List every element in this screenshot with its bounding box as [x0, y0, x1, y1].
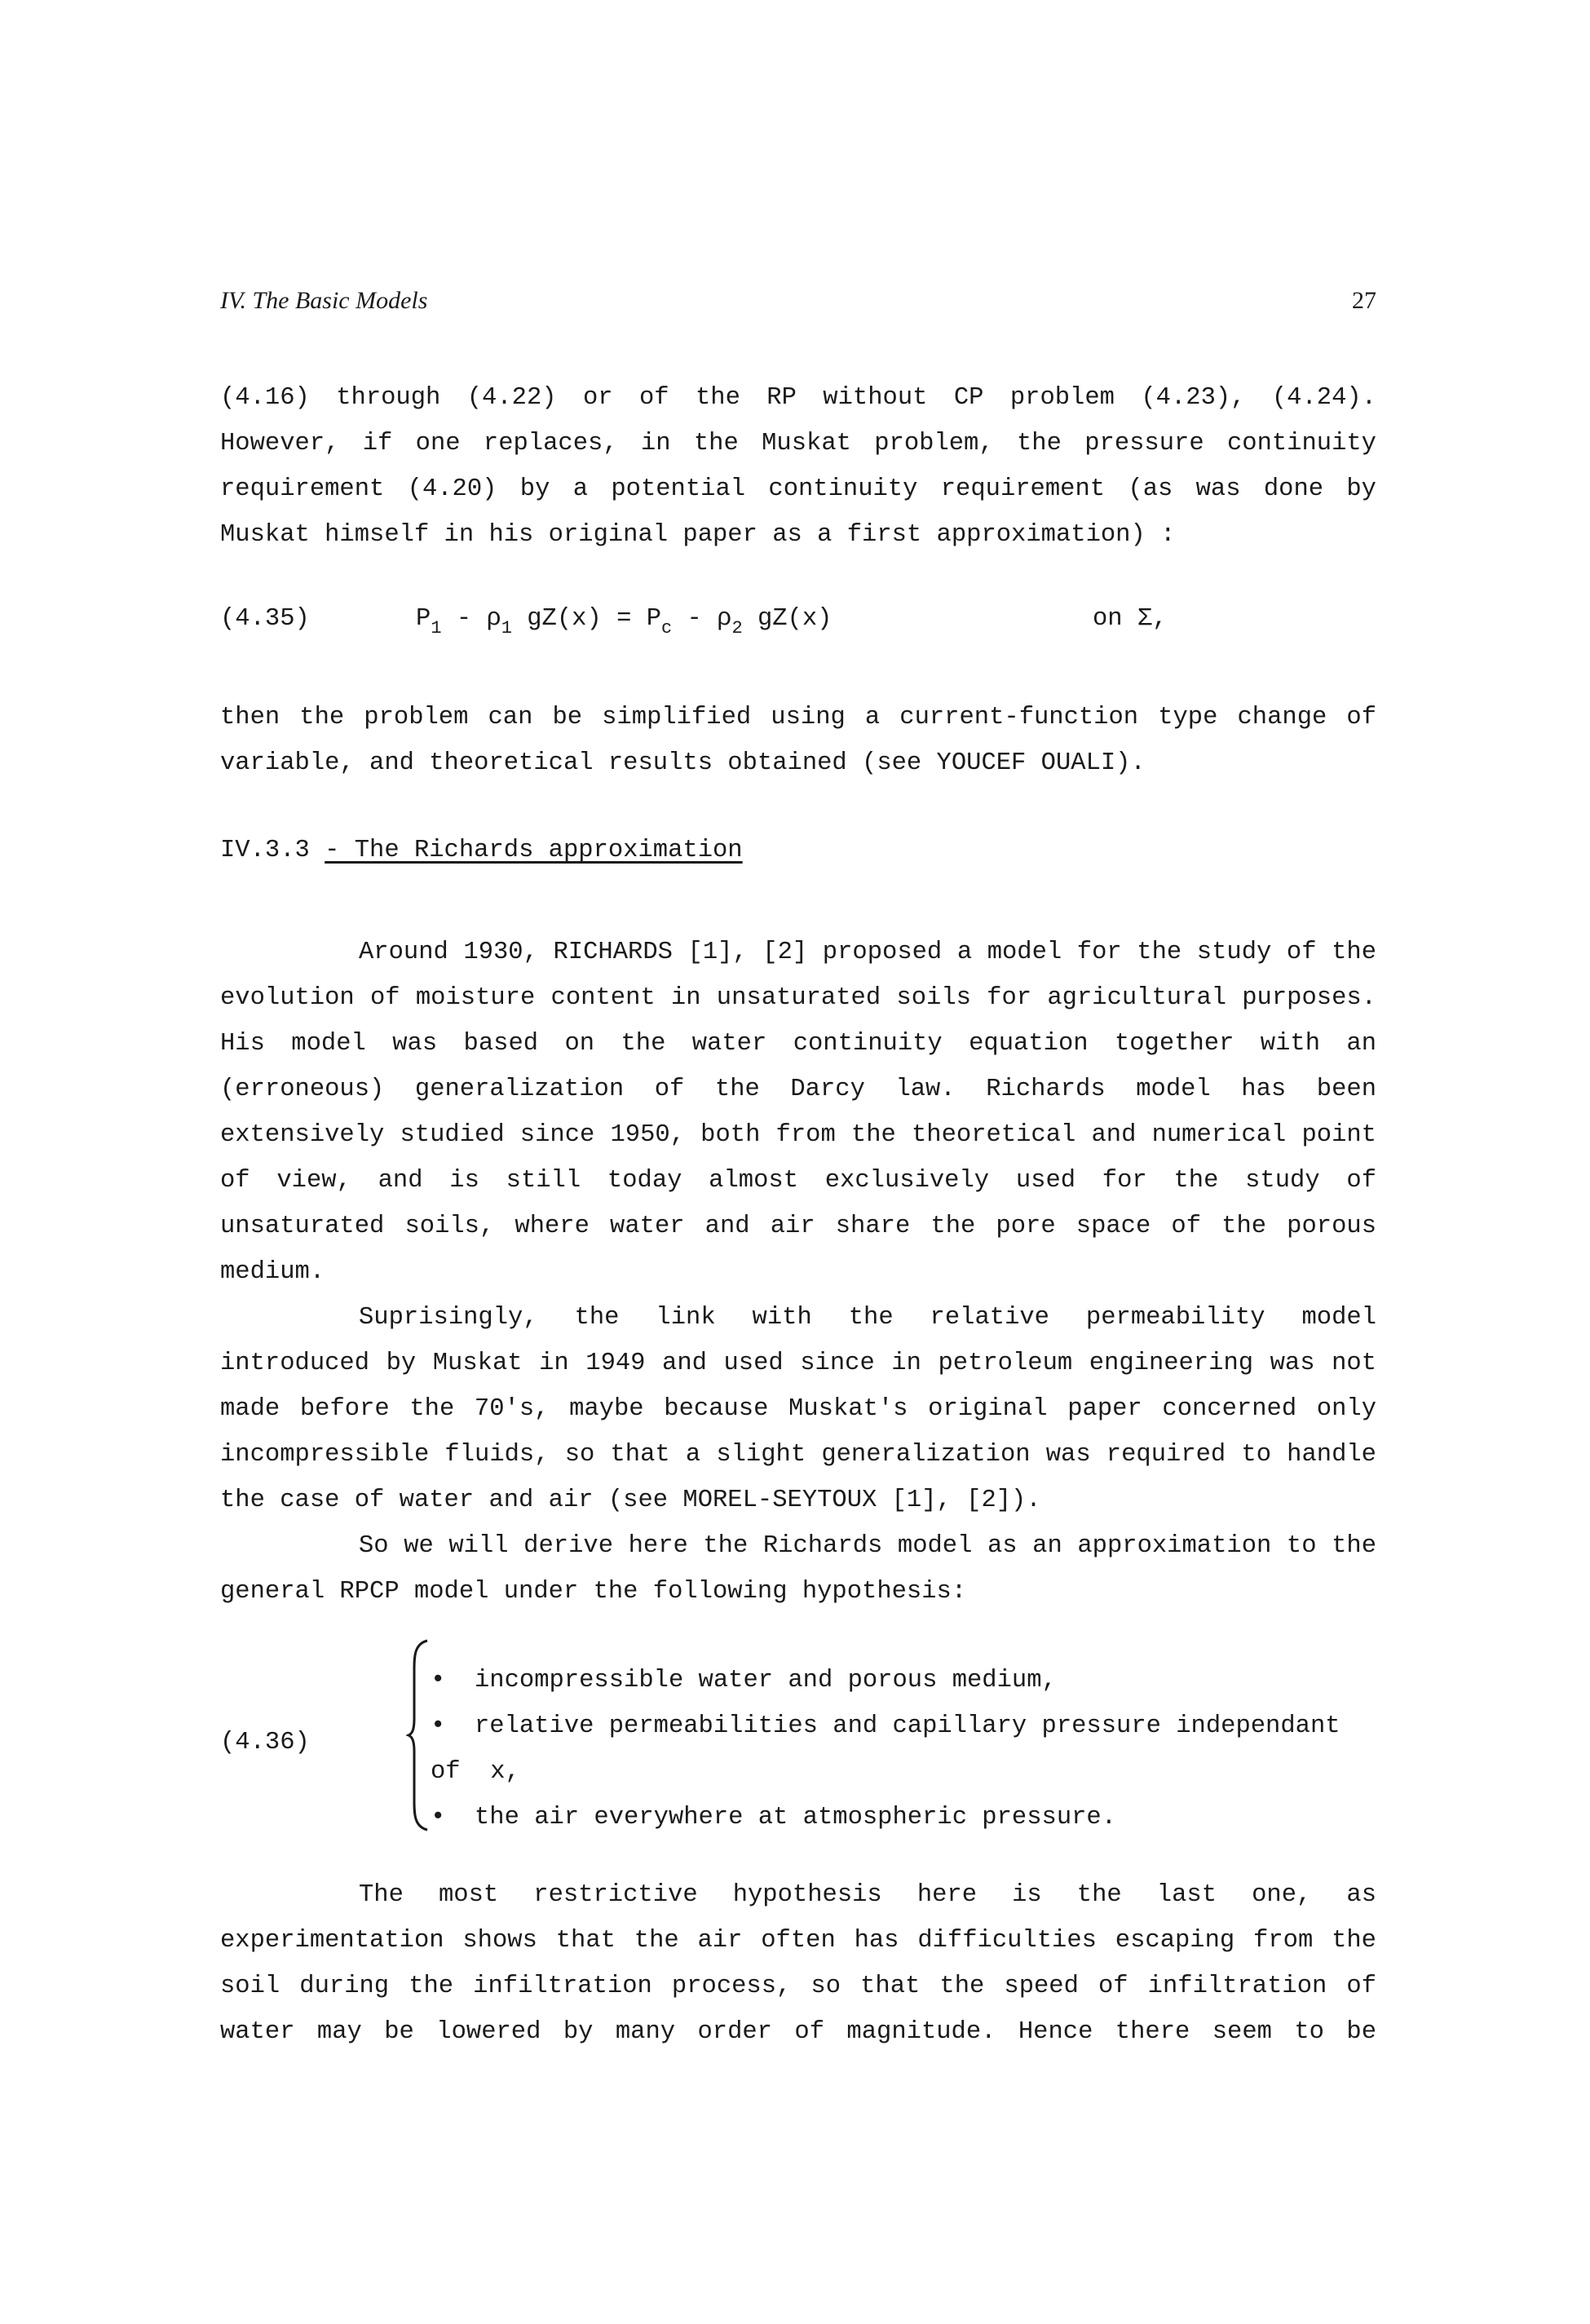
section-heading: [220, 837, 743, 864]
hypothesis-item-2-continuation: of x,: [431, 1758, 520, 1786]
paragraph-derivation-intro: So we will derive here the Richards model as an approximation to the general RPCP model under the following hypothesis:: [220, 1532, 1376, 1606]
equation-4-35-label: (4.35): [220, 605, 310, 633]
bullet-icon: •: [431, 1712, 446, 1740]
hypothesis-item-1: • incompressible water and porous medium,: [431, 1667, 1057, 1694]
page-number: 27: [1352, 287, 1376, 314]
after-eq-line-1: then the problem can be simplified using a current-function type change of: [220, 704, 1376, 731]
equation-4-35-domain: on Σ,: [1093, 605, 1168, 633]
equation-4-35: $P_1 - \rho_1$ $gZ(x) = P_c - \rho_2$ gZ(x): [416, 605, 833, 638]
intro-paragraph: [220, 375, 1376, 558]
paragraph-richards-history: Around 1930, RICHARDS [1], [2] proposed a model for the study of the evolution of moisture content in unsaturated soils for agricultural purposes. His model was based on the water continuity equation together with an (erroneous) generalization of the Darcy law. Richards model has been extensively studied since 1950, both from the theoretical and numerical point of view, and is still today almost exclusively used for the study of unsaturated soils, where water and air share the pore space of the porous medium.: [220, 939, 1376, 1286]
intro-line-3: requirement (4.20) by a potential continuity requirement (as was done by: [220, 475, 1376, 503]
restrictive-hypothesis-paragraph: [220, 1872, 1376, 2055]
intro-line-4: Muskat himself in his original paper as a first approximation) :: [220, 521, 1176, 549]
paragraph-restrictive-hypothesis: The most restrictive hypothesis here is the last one, as experimentation shows that the air often has difficulties escaping from the soil during the infiltration process, so that the speed of infiltration of water may be lowered by many order of magnitude. Hence there seem to be: [220, 1881, 1376, 2046]
hypothesis-item-2: • relative permeabilities and capillary pressure independant: [431, 1712, 1340, 1740]
richards-paragraphs: [220, 930, 1376, 1615]
intro-line-1: (4.16) through (4.22) or of the RP without CP problem (4.23), (4.24).: [220, 384, 1376, 412]
bullet-icon: •: [431, 1804, 446, 1831]
hypothesis-brace: [406, 1637, 431, 1833]
intro-line-2: However, if one replaces, in the Muskat problem, the pressure continuity: [220, 430, 1376, 457]
after-equation-paragraph: [220, 695, 1376, 786]
hypothesis-4-36-label: (4.36): [220, 1729, 310, 1756]
section-title: - The Richards approximation: [325, 837, 743, 864]
paragraph-muskat-link: Suprisingly, the link with the relative permeability model introduced by Muskat in 1949 and used since in petroleum engineering was not made before the 70's, maybe because Muskat's original paper concerned only incompressible fluids, so that a slight generalization was required to handle the case of water and air (see MOREL-SEYTOUX [1], [2]).: [220, 1304, 1376, 1514]
after-eq-line-2: variable, and theoretical results obtained (see YOUCEF OUALI).: [220, 749, 1146, 777]
running-title: IV. The Basic Models: [220, 287, 428, 314]
bullet-icon: •: [431, 1667, 446, 1694]
hypothesis-item-3: • the air everywhere at atmospheric pressure.: [431, 1804, 1117, 1831]
section-number: IV.3.3: [220, 837, 325, 864]
